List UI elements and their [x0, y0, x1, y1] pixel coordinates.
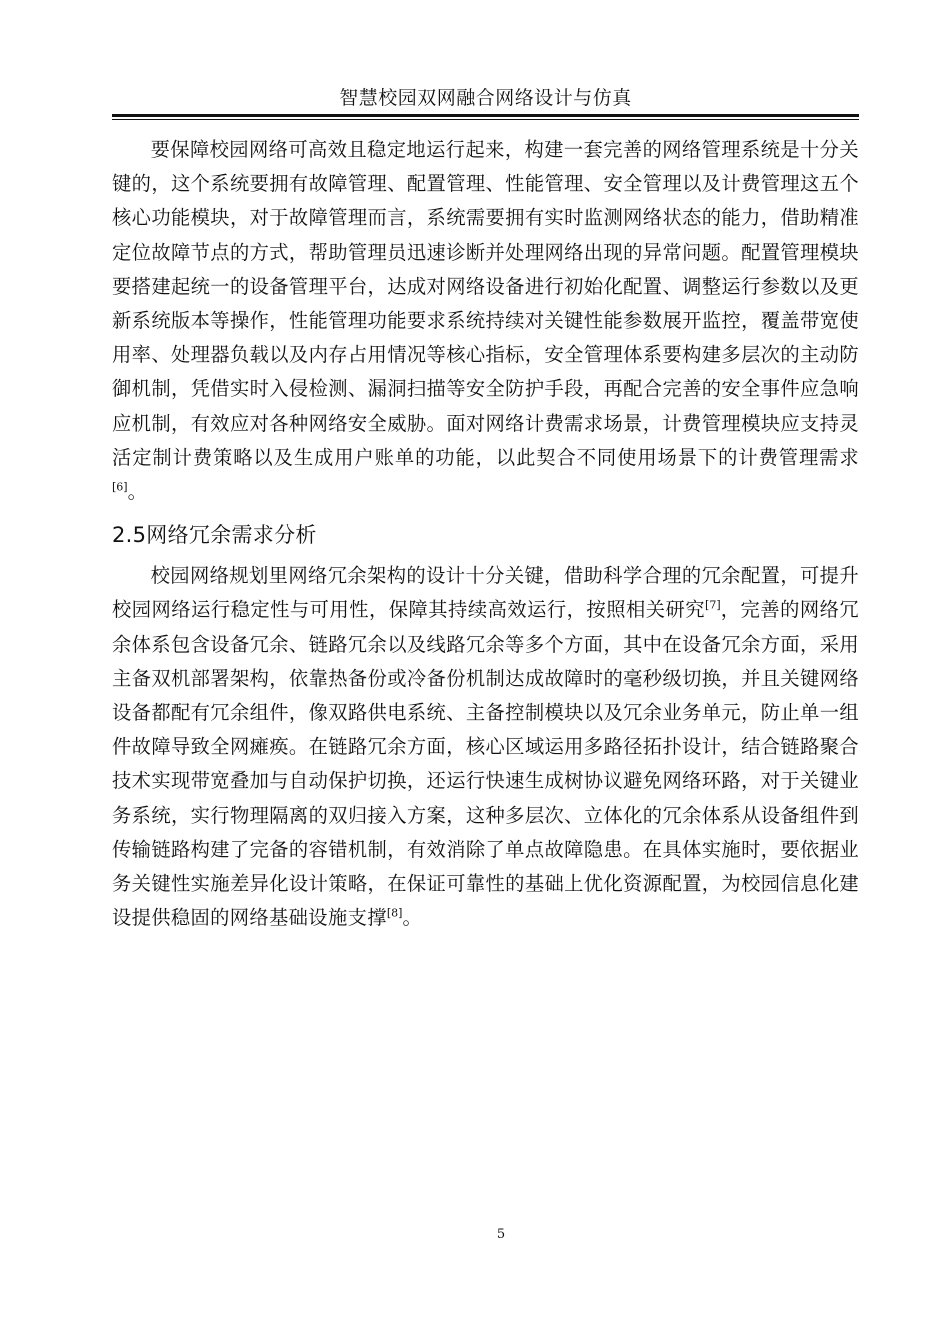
paragraph-text: 校园网络规划里网络冗余架构的设计十分关键，借助科学合理的冗余配置，可提升校园网络运行稳定性与可用性，保障其持续高效运行，按照相关研究 — [112, 564, 859, 622]
header-rule-thick — [112, 114, 859, 117]
paragraph-text: ，完善的网络冗余体系包含设备冗余、链路冗余以及线路冗余等多个方面，其中在设备冗余方面，采用主备双机部署架构，依靠热备份或冷备份机制达成故障时的毫秒级切换，并且关键网络设备都配有冗余组件，像双路供电系统、主备控制模块以及冗余业务单元，防止单一组件故障导致全网瘫痪。在链路冗余方面，核心区域运用多路径拓扑设计，结合链路聚合技术实现带宽叠加与自动保护切换，还运行快速生成树协议避免网络环路，对于关键业务系统，实行物理隔离的双归接入方案，这种多层次、立体化的冗余体系从设备组件到传输链路构建了完备的容错机制，有效消除了单点故障隐患。在具体实施时，要依据业务关键性实施差异化设计策略，在保证可靠性的基础上优化资源配置，为校园信息化建设提供稳固的网络基础设施支撑 — [112, 598, 859, 930]
document-body — [112, 133, 859, 935]
citation-reference: [8] — [386, 906, 403, 920]
page-number: 5 — [496, 1227, 506, 1242]
citation-reference: [7] — [705, 599, 721, 613]
page-header-title: 智慧校园双网融合网络设计与仿真 — [339, 87, 632, 109]
paragraph-network-management — [112, 133, 859, 509]
section-heading-redundancy: 2.5网络冗余需求分析 — [112, 523, 317, 548]
paragraph-end-punctuation: 。 — [127, 480, 148, 504]
header-rule-thin — [112, 119, 859, 120]
paragraph-text: 要保障校园网络可高效且稳定地运行起来，构建一套完善的网络管理系统是十分关键的，这个系统要拥有故障管理、配置管理、性能管理、安全管理以及计费管理这五个核心功能模块，对于故障管理而言，系统需要拥有实时监测网络状态的能力，借助精准定位故障节点的方式，帮助管理员迅速诊断并处理网络出现的异常问题。配置管理模块要搭建起统一的设备管理平台，达成对网络设备进行初始化配置、调整运行参数以及更新系统版本等操作，性能管理功能要求系统持续对关键性能参数展开监控，覆盖带宽使用率、处理器负载以及内存占用情况等核心指标，安全管理体系要构建多层次的主动防御机制，凭借实时入侵检测、漏洞扫描等安全防护手段，再配合完善的安全事件应急响应机制，有效应对各种网络安全威胁。面对网络计费需求场景，计费管理模块应支持灵活定制计费策略以及生成用户账单的功能，以此契合不同使用场景下的计费管理需求 — [112, 138, 859, 469]
citation-reference: [6] — [112, 480, 128, 494]
paragraph-end-punctuation: 。 — [402, 906, 423, 930]
paragraph-network-redundancy — [112, 559, 859, 935]
